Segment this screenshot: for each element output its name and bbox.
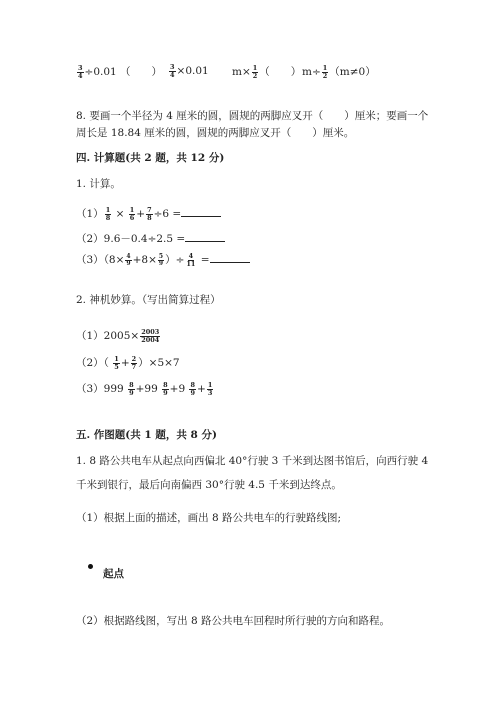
top-item-4: m÷ $\frac{1}{2}$ （m≠0） (302, 64, 376, 80)
drawing-subquestion-2: （2）根据路线图，写出 8 路公共电车回程时所行驶的方向和路程。 (76, 615, 391, 627)
top-item-3: m× $\frac{1}{2}$ （ ） (232, 64, 302, 80)
fraction: $\frac{8}{9}$ (163, 381, 168, 397)
fraction: $\frac{3}{4}$ (170, 63, 175, 79)
fraction: $\frac{1}{2}$ (252, 64, 258, 80)
fraction: $\frac{1}{5}$ (114, 355, 119, 371)
section-4-title: 四. 计算题(共 2 题，共 12 分) (76, 152, 225, 164)
fraction: $\frac{8}{9}$ (190, 381, 196, 397)
calc-item-2: （2）9.6－0.4÷2.5 = (76, 231, 225, 246)
answer-blank[interactable] (185, 241, 225, 242)
calc-question-title: 1. 计算。 (76, 178, 121, 190)
section-5-title: 五. 作图题(共 1 题，共 8 分) (76, 429, 217, 441)
fraction: $\frac{2}{7}$ (131, 355, 137, 371)
start-point-dot (88, 564, 93, 569)
fraction: $\frac{4}{11}$ (186, 252, 196, 268)
fraction: $\frac{1}{6}$ (129, 206, 135, 222)
start-point-label: 起点 (103, 568, 124, 580)
calc-item-3: （3）（8× $\frac{4}{9}$ +8× $\frac{5}{9}$ ）÷ $\frac{4}{11}$ = (76, 252, 250, 267)
fraction: $\frac{5}{9}$ (158, 252, 164, 267)
fraction: $\frac{3}{4}$ (78, 64, 83, 80)
calc-item-1: （1） $\frac{1}{8}$ × $\frac{1}{6}$ + $\frac{7}{8}$ ÷6 = (76, 206, 221, 221)
smart-item-1: （1）2005× $\frac{2003}{2004}$ (76, 328, 160, 344)
fraction: $\frac{8}{9}$ (129, 381, 134, 397)
fraction: $\frac{1}{8}$ (105, 206, 111, 222)
fraction: $\frac{1}{3}$ (207, 381, 213, 397)
fraction: $\frac{2003}{2004}$ (141, 328, 160, 344)
smart-item-3: （3）999 $\frac{8}{9}$ +99 $\frac{8}{9}$ +9 $\frac{8}{9}$ + $\frac{1}{3}$ (76, 381, 213, 397)
smart-item-2: （2）（ $\frac{1}{5}$ + $\frac{2}{7}$ ）×5×7 (76, 355, 180, 371)
fraction: $\frac{7}{8}$ (147, 206, 152, 222)
top-item-2: $\frac{3}{4}$ ×0.01 (170, 63, 209, 79)
drawing-question-intro: 1. 8 路公共电车从起点向西偏北 40°行驶 3 千米到达图书馆后，向西行驶 4 千米到银行，最后向南偏西 30°行驶 4.5 千米到达终点。 (76, 455, 429, 491)
answer-blank[interactable] (210, 262, 250, 263)
drawing-subquestion-1: （1）根据上面的描述，画出 8 路公共电车的行驶路线图; (76, 512, 342, 524)
fraction: $\frac{1}{2}$ (322, 64, 328, 80)
answer-blank[interactable] (181, 216, 221, 217)
top-item-1: $\frac{3}{4}$ ÷0.01 （ ） (78, 64, 163, 80)
fraction: $\frac{4}{9}$ (126, 252, 131, 267)
smart-question-title: 2. 神机妙算。（写出简算过程） (76, 294, 221, 306)
question-8: 8. 要画一个半径为 4 厘米的圆，圆规的两脚应叉开（ ）厘米；要画一个周长是 18.84 厘米的圆，圆规的两脚应叉开（ ）厘米。 (76, 110, 429, 139)
